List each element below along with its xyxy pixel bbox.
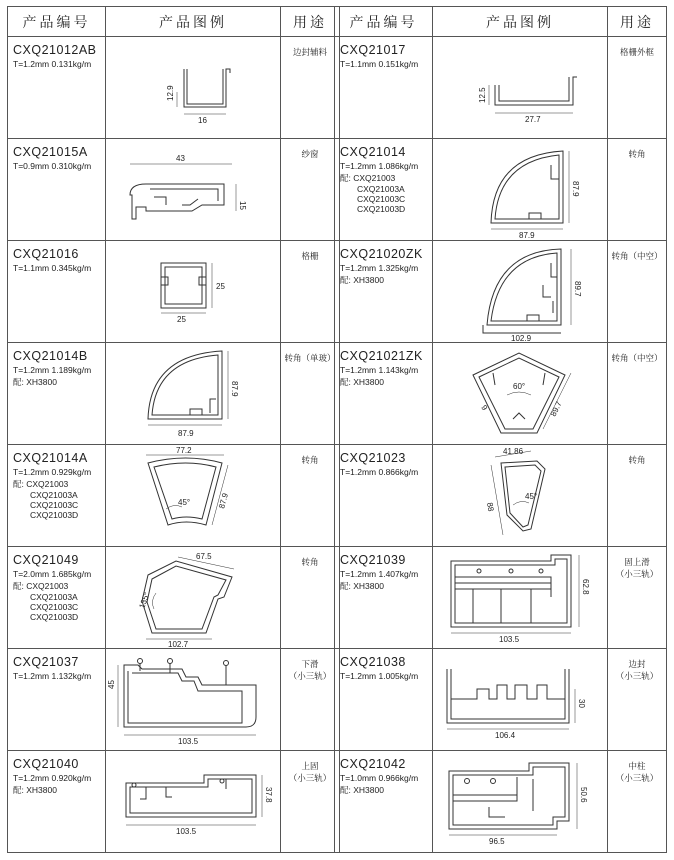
dim-label: 27.7 [525,115,541,124]
product-code: CXQ21021ZK [340,349,423,363]
profile-drawing [433,547,605,648]
profile-drawing [106,751,278,852]
dim-label: 67.5 [196,552,212,561]
dim-label: 15 [238,201,247,210]
product-use: 转角 [628,456,646,466]
profile-drawing [433,343,605,444]
product-drawing-cell [433,343,608,445]
product-info [335,343,433,445]
product-code: CXQ21014B [13,349,88,363]
dim-label: 103.5 [176,827,197,836]
list-item: CXQ21003C [30,500,79,510]
dim-label: 25 [216,282,225,291]
product-use: 上固 （小三轨） [288,762,332,784]
product-code: CXQ21020ZK [340,247,423,261]
profile-drawing [106,445,278,546]
product-spec: T=1.2mm 1.143kg/m [340,365,419,375]
product-spec: T=1.1mm 0.151kg/m [340,59,419,69]
product-drawing-cell [433,547,608,649]
product-use: 转角（中空） [611,354,663,364]
product-spec: T=1.2mm 0.929kg/m [13,467,92,477]
match-list [30,592,105,622]
match-label: 配: XH3800 [340,785,384,795]
dim-label: 103.5 [499,635,520,644]
profile-drawing [433,241,605,342]
list-item: CXQ21003D [30,612,79,622]
product-info [335,139,433,241]
product-info [8,751,106,853]
product-code: CXQ21049 [13,553,79,567]
use-cell [281,37,340,139]
match-label: 配: XH3800 [340,377,384,387]
dim-label: 88 [485,501,496,513]
use-cell [608,241,667,343]
product-info [8,37,106,139]
product-use: 边封辅料 [292,48,327,58]
use-cell [608,649,667,751]
dim-label: 87.9 [230,381,239,397]
use-cell [281,343,340,445]
dim-label: 12.5 [478,87,487,103]
product-code: CXQ21016 [13,247,79,261]
dim-label: 89.7 [548,399,564,418]
product-use: 转角 [301,456,319,466]
product-spec: T=1.2mm 1.005kg/m [340,671,419,681]
product-code: CXQ21040 [13,757,79,771]
table-row [8,751,340,853]
product-use: 纱窗 [301,150,319,160]
profile-table-left [7,6,340,853]
product-code: CXQ21014 [340,145,406,159]
dim-label: 87.9 [519,231,535,240]
table-row [8,547,340,649]
list-item: CXQ21003A [30,592,78,602]
product-spec: T=0.9mm 0.310kg/m [13,161,92,171]
table-row [335,751,667,853]
product-info [8,649,106,751]
table-row [8,37,340,139]
table-row [8,343,340,445]
list-item: CXQ21003A [30,490,78,500]
product-info [8,241,106,343]
product-drawing-cell [433,139,608,241]
product-spec: T=1.2mm 1.086kg/m [340,161,419,171]
list-item: CXQ21003C [30,602,79,612]
product-drawing-cell [106,139,281,241]
table-row [8,445,340,547]
product-drawing-cell [433,751,608,853]
product-code: CXQ21042 [340,757,406,771]
product-spec: T=1.2mm 1.407kg/m [340,569,419,579]
dim-label: 135° [137,591,152,610]
use-cell [281,139,340,241]
product-code: CXQ21015A [13,145,88,159]
table-header-row [335,7,667,37]
product-info [335,649,433,751]
dim-label: 103.5 [178,737,199,746]
product-code: CXQ21012AB [13,43,97,57]
product-drawing-cell [106,445,281,547]
dim-label: 102.7 [168,640,189,648]
dim-label: 16 [198,116,207,125]
product-use: 格栅 [301,252,319,262]
header-use: 用途 [608,7,667,37]
match-label: 配: XH3800 [340,581,384,591]
product-drawing-cell [106,37,281,139]
product-use: 格栅外框 [619,48,654,58]
profile-drawing [433,751,605,852]
dim-label: 77.2 [176,446,192,455]
product-spec: T=2.0mm 1.685kg/m [13,569,92,579]
use-cell [608,751,667,853]
list-item: CXQ21003C [357,194,406,204]
product-info [335,37,433,139]
product-drawing-cell [433,445,608,547]
product-drawing-cell [433,649,608,751]
table-row [335,139,667,241]
match-label: 配: CXQ21003 [13,581,69,591]
use-cell [281,445,340,547]
product-drawing-cell [433,37,608,139]
product-info [335,445,433,547]
product-code: CXQ21017 [340,43,406,57]
product-spec: T=1.1mm 0.345kg/m [13,263,92,273]
list-item: CXQ21003D [357,204,406,214]
header-use: 用途 [281,7,340,37]
product-use: 转角（中空） [611,252,663,262]
match-label: 配: CXQ21003 [340,173,396,183]
use-cell [608,547,667,649]
header-figure: 产品图例 [106,7,281,37]
product-use: 转角（单玻） [284,354,336,364]
product-use: 固上滑 （小三轨） [615,558,659,580]
product-use: 下滑 （小三轨） [288,660,332,682]
dim-label: 87.9 [571,181,580,197]
list-item: CXQ21003A [357,184,405,194]
product-drawing-cell [106,751,281,853]
dim-label: 43 [176,154,185,163]
product-spec: T=1.2mm 1.325kg/m [340,263,419,273]
use-cell [281,241,340,343]
use-cell [608,343,667,445]
product-code: CXQ21037 [13,655,79,669]
profile-drawing [106,547,278,648]
dim-label: 102.9 [511,334,532,342]
dim-label: 87.9 [217,492,230,510]
list-item: CXQ21003D [30,510,79,520]
header-code: 产品编号 [8,7,106,37]
profile-drawing [106,37,278,138]
use-cell [281,751,340,853]
dim-label: 96.5 [489,837,505,846]
use-cell [608,139,667,241]
table-row [335,37,667,139]
table-row [335,445,667,547]
product-spec: T=1.2mm 0.131kg/m [13,59,92,69]
dim-label: 87.9 [178,429,194,438]
table-row [8,649,340,751]
dim-label: 25 [177,315,186,324]
dim-label: 50.6 [579,787,588,803]
product-info [335,241,433,343]
dim-label: 37.8 [264,787,273,803]
table-row [8,241,340,343]
profile-drawing [106,649,278,750]
dim-label: 45° [525,492,538,501]
use-cell [608,37,667,139]
dim-label: 89.7 [573,281,582,297]
product-spec: T=1.0mm 0.966kg/m [340,773,419,783]
dim-label: 62.8 [581,579,590,595]
product-use: 边封 （小三轨） [615,660,659,682]
table-row [335,343,667,445]
product-info [8,343,106,445]
dim-label: 12.9 [166,85,175,101]
dim-label: 45 [107,680,116,689]
dim-label: 60° [513,382,526,391]
dim-label: 41.86 [503,447,524,456]
profile-drawing [433,445,605,546]
match-list [357,184,432,214]
profile-drawing [433,37,605,138]
product-drawing-cell [433,241,608,343]
match-label: 配: CXQ21003 [13,479,69,489]
table-row [335,241,667,343]
dim-label: 106.4 [495,731,516,740]
header-figure: 产品图例 [433,7,608,37]
product-code: CXQ21014A [13,451,88,465]
product-use: 中柱 （小三轨） [615,762,659,784]
profile-table-right [334,6,667,853]
product-drawing-cell [106,547,281,649]
profile-drawing [106,139,278,240]
match-label: 配: XH3800 [13,785,57,795]
use-cell [608,445,667,547]
product-info [8,547,106,649]
product-code: CXQ21039 [340,553,406,567]
product-drawing-cell [106,649,281,751]
use-cell [281,649,340,751]
product-code: CXQ21023 [340,451,406,465]
product-code: CXQ21038 [340,655,406,669]
match-list [30,490,105,520]
match-label: 配: XH3800 [340,275,384,285]
dim-label: 45° [178,498,191,507]
product-use: 转角 [628,150,646,160]
product-drawing-cell [106,241,281,343]
product-info [8,139,106,241]
product-spec: T=1.2mm 1.189kg/m [13,365,92,375]
product-info [335,547,433,649]
table-row [335,649,667,751]
product-use: 转角 [301,558,319,568]
table-row [335,547,667,649]
dim-label: 30 [577,699,586,708]
use-cell [281,547,340,649]
table-row [8,139,340,241]
profile-drawing [433,139,605,240]
product-spec: T=1.2mm 1.132kg/m [13,671,92,681]
profile-drawing [433,649,605,750]
header-code: 产品编号 [335,7,433,37]
profile-drawing [106,343,278,444]
product-info [8,445,106,547]
product-info [335,751,433,853]
product-spec: T=1.2mm 0.920kg/m [13,773,92,783]
product-drawing-cell [106,343,281,445]
dim-label: 9 [479,403,490,412]
table-header-row [8,7,340,37]
match-label: 配: XH3800 [13,377,57,387]
product-spec: T=1.2mm 0.866kg/m [340,467,419,477]
profile-drawing [106,241,278,342]
